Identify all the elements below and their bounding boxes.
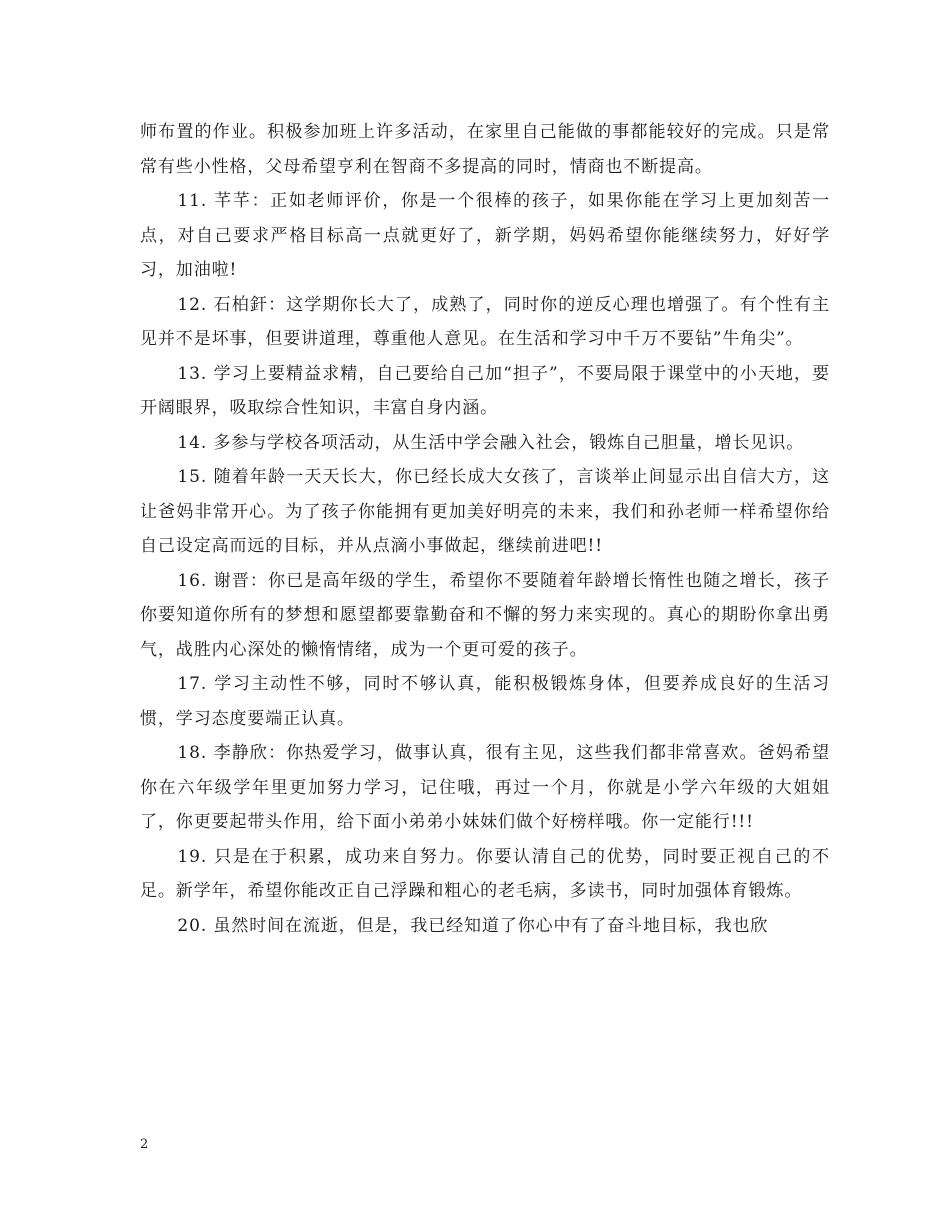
paragraph-19: 19. 只是在于积累，成功来自努力。你要认清自己的优势，同时要正视自己的不足。新学年，希望你能改正自己浮躁和粗心的老毛病，多读书，同时加强体育锻炼。 bbox=[140, 846, 830, 901]
paragraph-13: 13. 学习上要精益求精，自己要给自己加“担子”，不要局限于课堂中的小天地，要开阔眼界，吸取综合性知识，丰富自身内涵。 bbox=[140, 363, 830, 418]
paragraph-12: 12. 石柏釬：这学期你长大了，成熟了，同时你的逆反心理也增强了。有个性有主见并不是坏事，但要讲道理，尊重他人意见。在生活和学习中千万不要钻”牛角尖”。 bbox=[140, 294, 830, 349]
paragraph-17: 17. 学习主动性不够，同时不够认真，能积极锻炼身体，但要养成良好的生活习惯，学习态度要端正认真。 bbox=[140, 674, 830, 729]
paragraph-20: 20. 虽然时间在流逝，但是，我已经知道了你心中有了奋斗地目标，我也欣 bbox=[177, 915, 769, 936]
paragraph-16: 16. 谢晋：你已是高年级的学生，希望你不要随着年龄增长惰性也随之增长，孩子你要知道你所有的梦想和愿望都要靠勤奋和不懈的努力来实现的。真心的期盼你拿出勇气，战胜内心深处的懒惰情绪，成为一个更可爱的孩子。 bbox=[140, 570, 830, 660]
body-text bbox=[140, 115, 830, 943]
paragraph-0: 师布置的作业。积极参加班上许多活动，在家里自己能做的事都能较好的完成。只是常常有些小性格，父母希望亨利在智商不多提高的同时，情商也不断提高。 bbox=[140, 122, 830, 177]
paragraph-11: 11. 芊芊：正如老师评价，你是一个很棒的孩子，如果你能在学习上更加刻苦一点，对自己要求严格目标高一点就更好了，新学期，妈妈希望你能继续努力，好好学习，加油啦! bbox=[140, 191, 830, 280]
paragraph-15: 15. 随着年龄一天天长大，你已经长成大女孩了，言谈举止间显示出自信大方，这让爸妈非常开心。为了孩子你能拥有更加美好明亮的未来，我们和孙老师一样希望你给自己设定高而远的目标，并从点滴小事做起，继续前进吧!! bbox=[140, 467, 830, 556]
paragraph-18: 18. 李静欣：你热爱学习，做事认真，很有主见，这些我们都非常喜欢。爸妈希望你在六年级学年里更加努力学习，记住哦，再过一个月，你就是小学六年级的大姐姐了，你更要起带头作用，给下面小弟弟小妹妹们做个好榜样哦。你一定能行!!! bbox=[140, 743, 830, 832]
page-number: 2 bbox=[140, 1137, 149, 1152]
paragraph-14: 14. 多参与学校各项活动，从生活中学会融入社会，锻炼自己胆量，增长见识。 bbox=[177, 432, 805, 453]
